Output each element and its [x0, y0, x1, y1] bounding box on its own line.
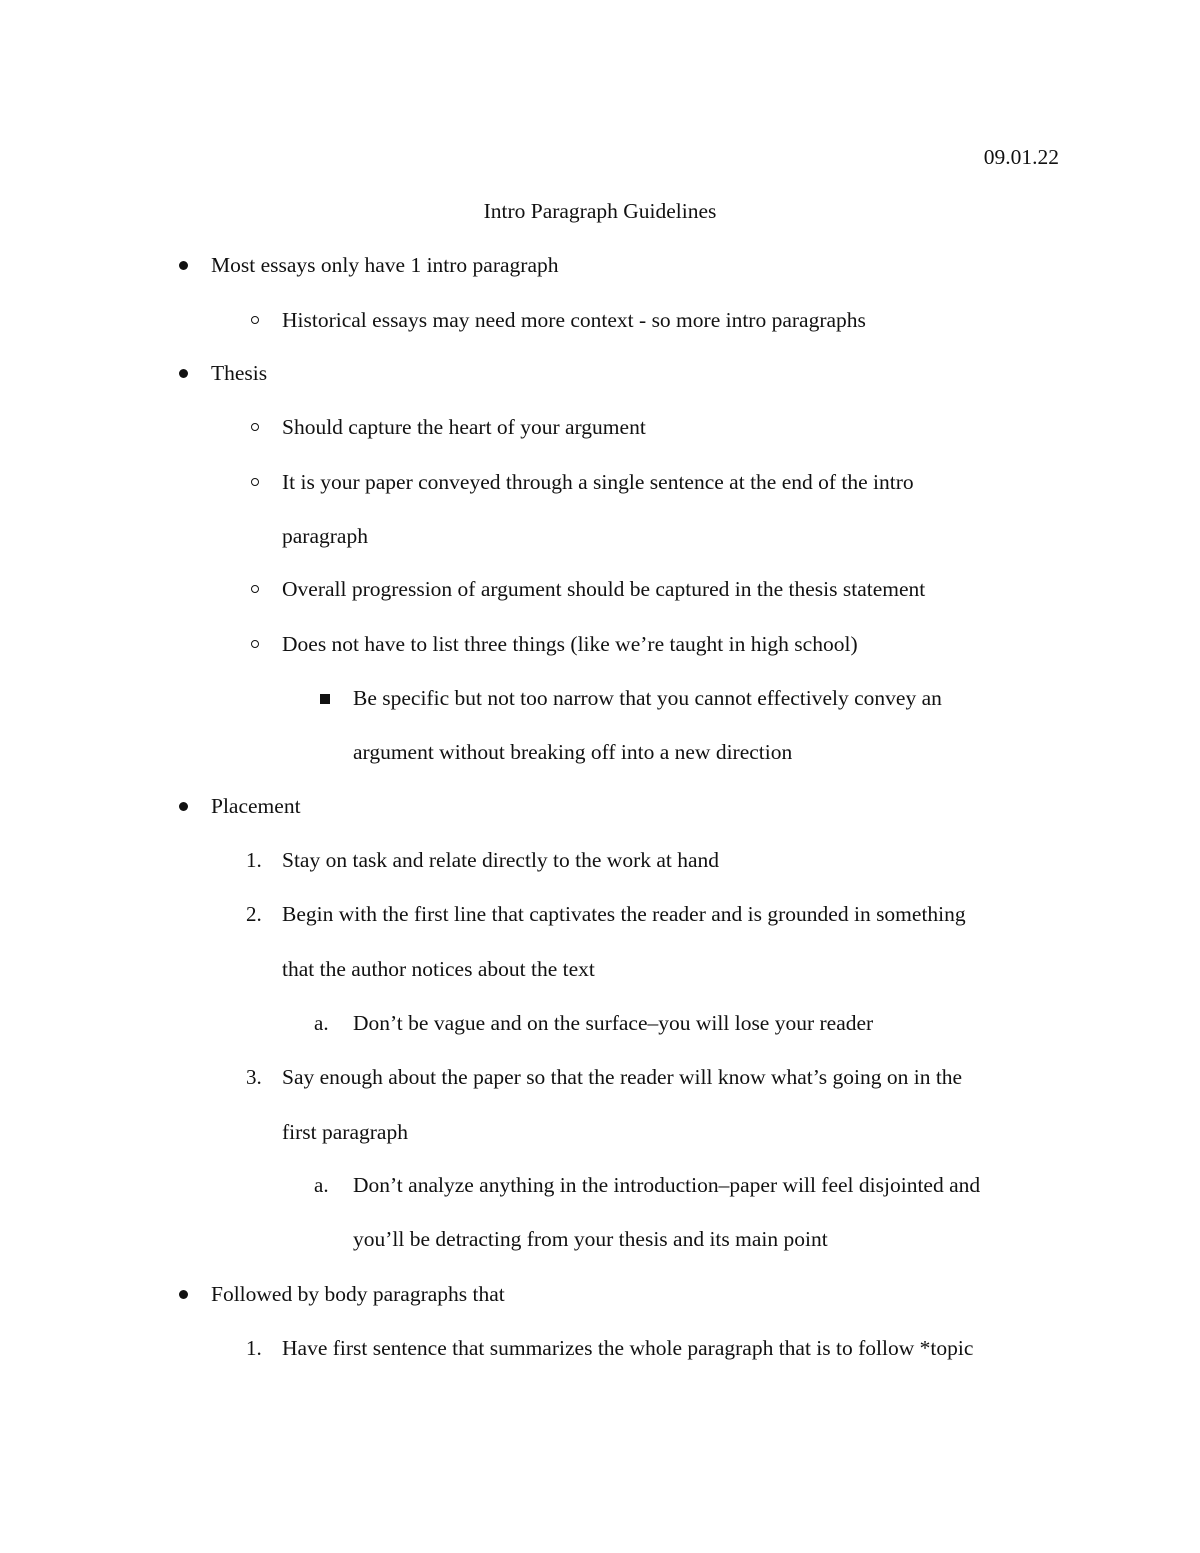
list-item-text: first paragraph [282, 1120, 408, 1144]
list-number: 1. [246, 1336, 262, 1360]
bullet-circle-icon [251, 640, 259, 648]
list-item-text: you’ll be detracting from your thesis and its main point [353, 1227, 828, 1251]
list-item-text: Thesis [211, 361, 268, 385]
bullet-disc-icon [179, 802, 188, 811]
list-number: a. [314, 1011, 329, 1035]
bullet-circle-icon [251, 423, 259, 431]
document-title: Intro Paragraph Guidelines [483, 199, 717, 223]
list-item-text: Say enough about the paper so that the reader will know what’s going on in the [282, 1065, 963, 1089]
list-number: 2. [246, 902, 262, 926]
list-item-text: Overall progression of argument should be captured in the thesis statement [282, 577, 926, 601]
list-item-text: paragraph [282, 524, 368, 548]
list-item-text: Begin with the first line that captivates the reader and is grounded in something [282, 902, 966, 926]
list-item-text: Does not have to list three things (like we’re taught in high school) [282, 632, 858, 656]
list-item-text: Placement [211, 794, 301, 818]
list-item-text: It is your paper conveyed through a single sentence at the end of the intro [282, 470, 914, 494]
list-item-text: Don’t be vague and on the surface–you will lose your reader [353, 1011, 874, 1035]
bullet-square-icon [320, 694, 330, 704]
bullet-circle-icon [251, 316, 259, 324]
list-item-text: Most essays only have 1 intro paragraph [211, 253, 559, 277]
list-number: a. [314, 1173, 329, 1197]
list-item-text: Historical essays may need more context - so more intro paragraphs [282, 308, 866, 332]
list-item-text: Be specific but not too narrow that you cannot effectively convey an [353, 686, 942, 710]
list-item-text: Stay on task and relate directly to the work at hand [282, 848, 720, 872]
bullet-disc-icon [179, 261, 188, 270]
list-number: 1. [246, 848, 262, 872]
list-item-text: Followed by body paragraphs that [211, 1282, 505, 1306]
bullet-disc-icon [179, 1290, 188, 1299]
list-item-text: that the author notices about the text [282, 957, 595, 981]
list-item-text: argument without breaking off into a new direction [353, 740, 793, 764]
list-number: 3. [246, 1065, 262, 1089]
list-item-text: Don’t analyze anything in the introduction–paper will feel disjointed and [353, 1173, 981, 1197]
document-date: 09.01.22 [983, 145, 1059, 169]
bullet-disc-icon [179, 369, 188, 378]
bullet-circle-icon [251, 478, 259, 486]
list-item-text: Should capture the heart of your argument [282, 415, 646, 439]
bullet-circle-icon [251, 585, 259, 593]
list-item-text: Have first sentence that summarizes the whole paragraph that is to follow *topic [282, 1336, 974, 1360]
